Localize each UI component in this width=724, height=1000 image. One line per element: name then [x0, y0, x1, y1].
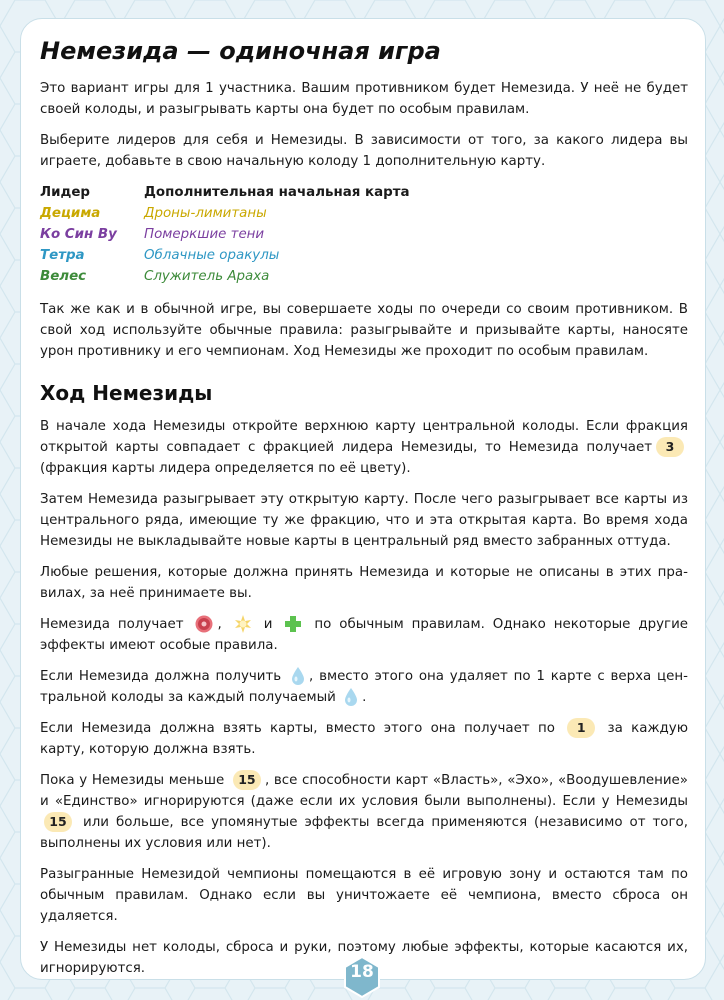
text-segment: Если Немезида должна получить: [40, 669, 282, 684]
text-segment: Немезида получает: [40, 617, 184, 632]
leader-name: Ко Син Ву: [40, 227, 117, 242]
yellow-sun-icon: [233, 614, 253, 634]
page-title: Немезида — одиночная игра: [40, 37, 441, 65]
text-segment: по обычным правилам. Однако некоторые другие эффекты имеют особые правила.: [40, 617, 689, 653]
page-content: [40, 36, 688, 989]
text-segment: Если Немезида должна взять карты, вместо этого она получает по: [40, 721, 555, 736]
power-badge: 1: [567, 718, 595, 738]
leader-name: Децима: [40, 206, 101, 221]
page-number: 18: [350, 962, 374, 982]
leader-card: Дроны-лимитаны: [144, 206, 267, 221]
intro-paragraph-1: Это вариант игры для 1 участника. Вашим противником будет Немезида. У неё не будет своей колоды, и разыгрывать карты она будет по особым правилам.: [40, 81, 688, 117]
text-segment: Пока у Немезиды меньше: [40, 773, 225, 788]
text-segment: и: [263, 617, 273, 632]
nemesis-turn-paragraph-4: [40, 614, 688, 656]
blue-drop-icon: [343, 687, 359, 707]
nemesis-turn-paragraph-5: [40, 666, 688, 708]
intro-paragraph-2: Выберите лидеров для себя и Немезиды. В зависимости от того, за какого лидера вы играете, добавьте в свою начальную колоду 1 дополнительную карту.: [40, 133, 688, 169]
leader-card: Померкшие тени: [144, 227, 265, 242]
leader-row: [40, 266, 688, 287]
leader-row: [40, 245, 688, 266]
leader-table: [40, 182, 688, 287]
text-segment: (фракция карты лидера определяется по её цвету).: [40, 461, 411, 476]
text-segment: или больше, все упомянутые эффекты всегда применяются (независимо от того, выполнены их условия или нет).: [40, 815, 688, 851]
nemesis-turn-paragraph-2: Затем Немезида разыгрывает эту открытую карту. После чего разыгрывает все карты из центрального ряда, имеющие ту же фракцию, что и эта открытая карта. Во время хода Немезиды не выкладывайте новые карты в центральный ряд вместо забранных оттуда.: [40, 492, 688, 549]
leader-row: [40, 203, 688, 224]
intro-paragraph-3: Так же как и в обычной игре, вы совершаете ходы по очереди со своим противником. В свой ход используйте обычные правила: разыгрывайте и призывайте карты, наносяте урон противнику и его чемпионам. Ход Немезиды же проходит по особым правилам.: [40, 302, 688, 359]
nemesis-turn-paragraph-1: [40, 416, 688, 479]
nemesis-turn-paragraph-7: [40, 770, 688, 854]
section-title-nemesis-turn: Ход Немезиды: [40, 381, 213, 405]
text-segment: ,: [217, 617, 222, 632]
text-segment: за каждую карту, которую должна взять.: [40, 721, 688, 757]
leader-name: Велес: [40, 269, 87, 284]
leader-header: Лидер: [40, 185, 90, 200]
power-badge: 15: [233, 770, 261, 790]
nemesis-turn-paragraph-9: У Немезиды нет колоды, сброса и руки, поэтому любые эффекты, которые касаются их, игнорируются.: [40, 940, 688, 976]
text-segment: .: [362, 690, 367, 705]
leader-card: Облачные оракулы: [144, 248, 280, 263]
power-badge: 3: [656, 437, 684, 457]
leader-card: Служитель Араха: [144, 269, 270, 284]
text-segment: , вместо этого она удаляет по 1 карте с верха центральной колоды за каждый получаемый: [40, 669, 689, 705]
card-header: Дополнительная начальная карта: [144, 185, 410, 200]
nemesis-turn-paragraph-8: Разыгранные Немезидой чемпионы помещаются в её игровую зону и остаются там по обычным правилам. Однако если вы уничтожаете её чемпиона, вместо сброса он удаляется.: [40, 867, 688, 924]
leader-row: [40, 224, 688, 245]
red-gear-icon: [194, 614, 214, 634]
text-segment: В начале хода Немезиды откройте верхнюю карту центральной колоды. Если фракция открытой карты совпадает с фракцией лидера Немезиды, то Немезида получает: [40, 419, 688, 455]
leader-table-header: [40, 182, 688, 203]
nemesis-turn-paragraph-3: Любые решения, которые должна принять Немезида и которые не описаны в этих правилах, за неё принимаете вы.: [40, 565, 688, 601]
green-cross-icon: [283, 614, 303, 634]
blue-drop-icon: [290, 666, 306, 686]
nemesis-turn-paragraph-6: [40, 718, 688, 760]
text-segment: , все способности карт «Власть», «Эхо», «Воодушевление» и «Единство» игнорируются (даже если их условия были выполнены). Если у Немезиды: [40, 773, 688, 809]
power-badge: 15: [44, 812, 72, 832]
leader-name: Тетра: [40, 248, 85, 263]
